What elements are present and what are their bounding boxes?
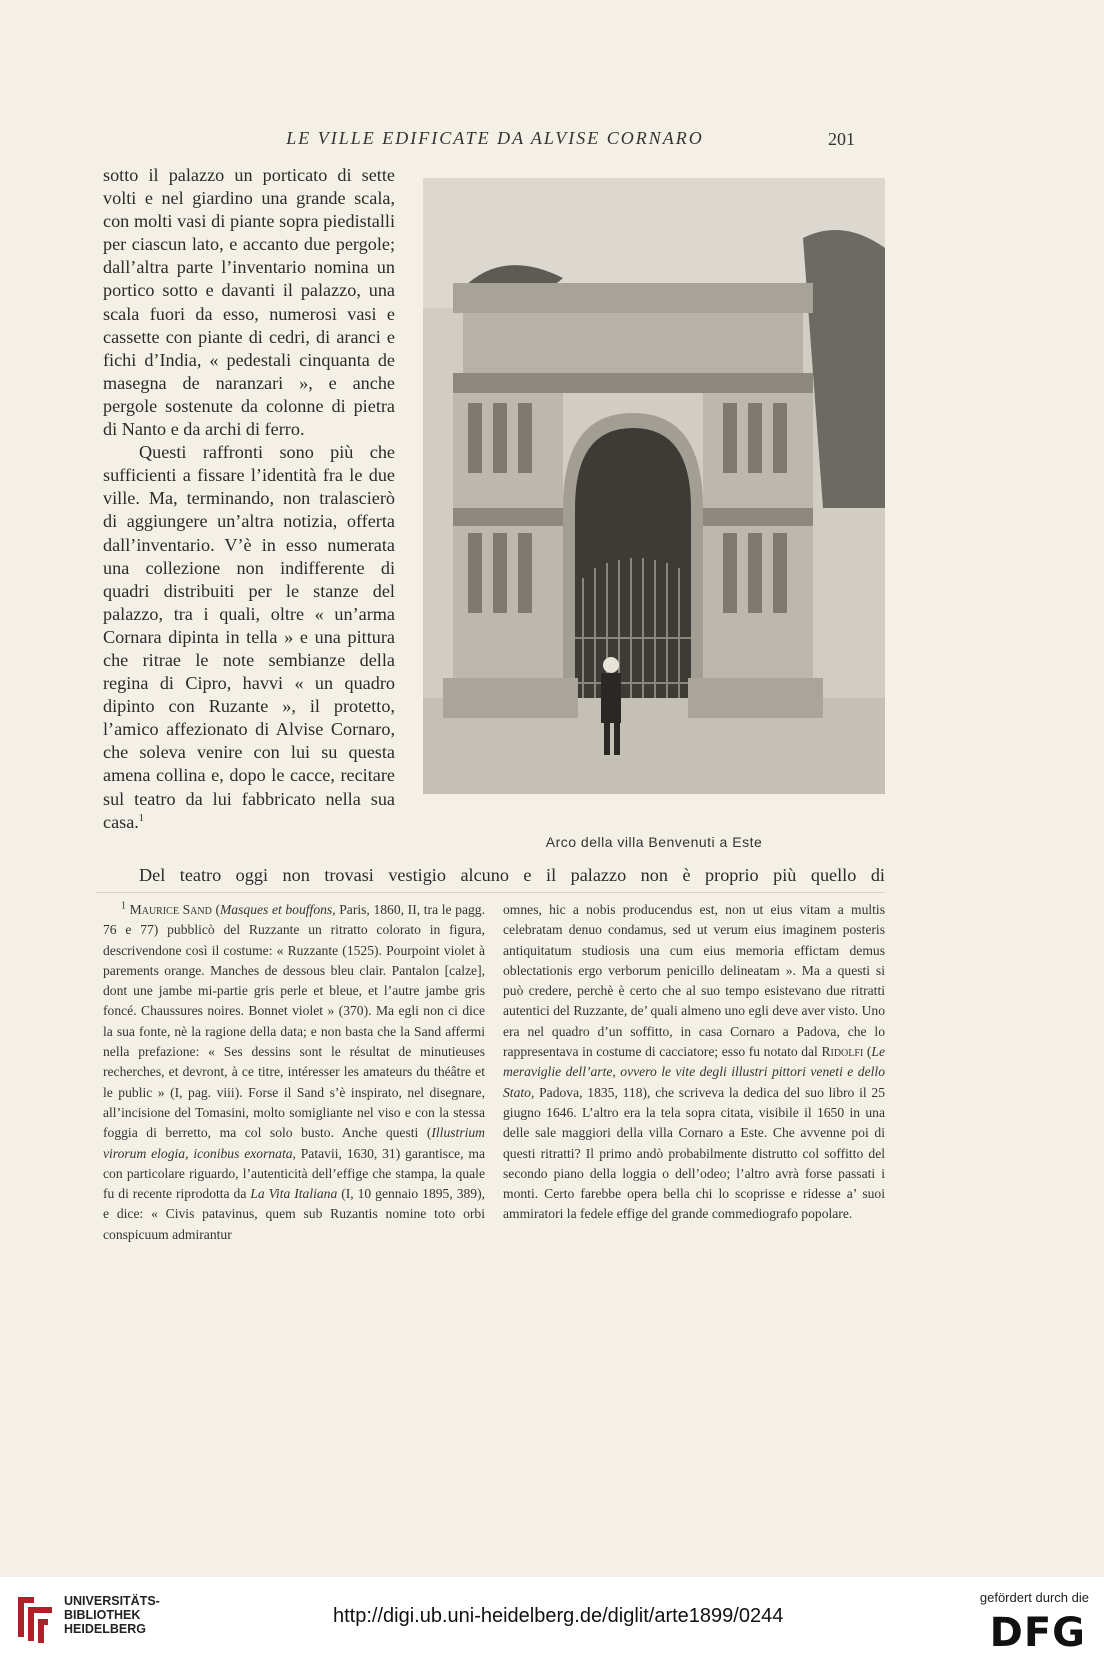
footnote-left-tail: (I, 10 gennaio 1895, 389), e dice: « Civis patavinus, quem sub Ruzantis nomine toto orbi conspicuum admirantur [103,1186,486,1242]
footnote-reference: 1 [138,812,144,824]
footnote-column-right [503,900,885,1225]
figure-caption: Arco della villa Benvenuti a Este [545,834,763,850]
footnote-left-body: , Paris, 1860, II, tra le pagg. 76 e 77) pubblicò del Ruzzante un ritratto colorato in figura, descrivendone così il costume: « Ruzzante (1525). Pourpoint violet à parements orange. Manches de dessous bleu clair. Pantalon [calze], dont une jambe mi-partie gris perle et bleue, et l’autre jambe gris foncé. Chaussures noires. Bonnet violet » (370). Ma egli non ci dice la sua fonte, nè la ragione della data; e non basta che la Sand affermi nella prefazione: « Ses dessins sont le résultat de minutieuses recherches, et devront, à ce titre, intéresser les amateurs du théâtre et le public » (I, pag. viii). Forse il Sand s’è inspirato, nel disegnare, all’incisione del Tomasini, molto somigliante nel viso e con la stessa foggia di berretto, ma col solo busto. Anche questi ( [103,902,485,1141]
running-title: LE VILLE EDIFICATE DA ALVISE CORNARO [286,128,704,148]
digitization-footer [0,1577,1104,1663]
library-name-line-2: BIBLIOTHEK [64,1608,141,1622]
arch-photograph [423,178,885,794]
footnote-right-tail: , Padova, 1835, 118), che scriveva la dedica del suo libro il 25 giugno 1646. L’altro era la tela sopra citata, visibile il 1650 in una delle sale maggiori della villa Cornaro a Este. Che avvenne poi di questi ritratti? Il primo andò probabilmente distrutto col soffitto del secondo piano della loggia o dell’odeo; l’altro avrà forse passati i monti. Certo farebbe opera bella chi lo scoprisse e ridesse a’ suoi ammiratori la fedele effige del grande commediografo popolare. [503,1084,885,1222]
permalink-url[interactable]: http://digi.ub.uni-heidelberg.de/diglit/arte1899/0244 [333,1605,784,1627]
footnote-title: Masques et bouffons [219,902,333,917]
figure [423,178,885,850]
paragraph-2-text: Questi raffronti sono più che sufficienti a fissare l’identità fra le due ville. Ma, terminando, non tralascierò di aggiungere un’altra notizia, offerta dall’inventario. V’è in esso numerata una collezione non indifferente di quadri distribuiti per le stanze del palazzo, tra i quali, oltre « un’arma Cornara dipinta in tella » e una pittura che ritrae le note sembianze della regina di Cipro, havvi « un quadro dipinto con Ruzante », il protetto, l’amico affezionato di Alvise Cornaro, che soleva venire con lui su questa amena collina e, dopo le cacce, recitare sul teatro da lui fabbricato nella sua casa. [103,442,395,832]
footnote-right-head: omnes, hic a nobis producendus est, non ut eius vitam a multis celebratam denuo condamus, sed ut verum eius imaginem posteris antiquitatum studiosis una cum eius memoria effictam demus oblectationis ergo verborum penicillo delineatam ». Ma a questi si può credere, perchè è certo che al suo tempo esistevano due ritratti autentici del Ruzzante, de’ quali almeno uno egli deve aver visto. Uno era nel quadro d’un soffitto, in casa Cornaro a Padova, che lo rappresentava in costume di cacciatore; esso fu notato dal [503,902,885,1060]
footnote-right-title: Le meraviglie dell’arte, ovvero le vite degli illustri pittori veneti e dello Stato [503,1044,885,1100]
footnote-left-mid: , Patavii, 1630, 31) garantisce, ma con particolare riguardo, l’autenticità dell’effige che stampa, la quale fu di recente riprodotta da [103,1145,485,1202]
dfg-logo: DFG [989,1610,1086,1656]
footnote-title-2: Illustrium virorum elogia, iconibus exornata [103,1125,485,1161]
paragraph-1: sotto il palazzo un porticato di sette volti e nel giardino una grande scala, con molti vasi di piante sopra piedistalli per ciascun lato, e accanto due pergole; dall’altra parte l’inventario nomina un portico sotto e davanti il palazzo, una scala fuori da esso, numerosi vasi e cassette con piante di cedri, di aranci e fichi d’India, « pedestali cinquanta de masegna de naranzari », e anche pergole sostenute da colonne di pietra di Nanto e da archi di ferro. [103,165,395,440]
paragraph-2 [103,441,395,834]
footnote-divider [95,892,885,893]
library-name-line-1: UNIVERSITÄTS- [64,1594,160,1608]
library-name [64,1594,160,1636]
body-text-column [103,164,395,834]
full-width-line: Del teatro oggi non trovasi vestigio alcuno e il palazzo non è proprio più quello di [139,865,885,885]
sponsor-label: gefördert durch die [979,1590,1089,1605]
footnote-author: Maurice Sand [129,902,212,917]
university-library-logo-icon [14,1593,56,1645]
footnote-marker: 1 [121,900,126,912]
footnote-column-left [103,900,485,1245]
footnote-text-left: $^1$ Maurice Sand (Masques et bouffons, Paris, 1860, II, tra le pagg. 76 e 77) pubblicò del Ruzzante un ritratto colorato in figura, descrivendone così il costume: « Ruzzante (1525). Pourpoint violet à parements orange. Manches de dessous bleu clair. Pantalon [calze], dont une jambe mi-partie gris perle et bleue, et l’autre jambe gris foncé. Chaussures noires. Bonnet violet » (370). Ma egli non ci dice la sua fonte, nè la ragione della data; e non basta che la Sand affermi nella prefazione: « Ses dessins sont le résultat de minutieuses recherches, et devront, à ce titre, intéresser les amateurs du théâtre et le public » (I, pag. viii). Forse il Sand s’è inspirato, nel disegnare, all’incisione del Tomasini, molto somigliante nel viso e con la stessa foggia di berretto, ma col solo busto. Anche questi (Illustrium virorum elogia, iconibus exornata, Patavii, 1630, 31) garantisce, ma con particolare riguardo, l’autenticità dell’effige che stampa, la quale fu di recente riprodotta da La Vita Italiana (I, 10 gennaio 1895, 389), e dice: « Civis patavinus, quem sub Ruzantis nomine toto orbi conspicuum admirantur [103,900,486,1242]
footnote-text-right: omnes, hic a nobis producendus est, non ut eius vitam a multis celebratam denuo condamus, sed ut verum eius imaginem posteris antiquitatum studiosis una cum eius memoria effictam demus oblectationis ergo verborum penicillo delineatam ». Ma a questi si può credere, perchè è certo che al suo tempo esistevano due ritratti autentici del Ruzzante, de’ quali almeno uno egli deve aver visto. Uno era nel quadro d’un soffitto, in casa Cornaro a Padova, che lo rappresentava in costume di cacciatore; esso fu notato dal Ridolfi (Le meraviglie dell’arte, ovvero le vite degli illustri pittori veneti e dello Stato, Padova, 1835, 118), che scriveva la dedica del suo libro il 25 giugno 1646. L’altro era la tela sopra citata, visibile il 1650 in una delle sale maggiori della villa Cornaro a Este. Che avvenne poi di questi ritratti? Il primo andò probabilmente distrutto col soffitto del secondo piano della loggia o dell’odeo; l’altro avrà forse passati i monti. Certo farebbe opera bella chi lo scoprisse e ridesse a’ suoi ammiratori la fedele effige del grande commediografo popolare. [503,902,885,1222]
page-number: 201 [828,129,855,149]
footnote-title-3: La Vita Italiana [250,1186,338,1202]
library-name-line-3: HEIDELBERG [64,1622,146,1636]
footnote-right-author: Ridolfi [821,1044,864,1060]
